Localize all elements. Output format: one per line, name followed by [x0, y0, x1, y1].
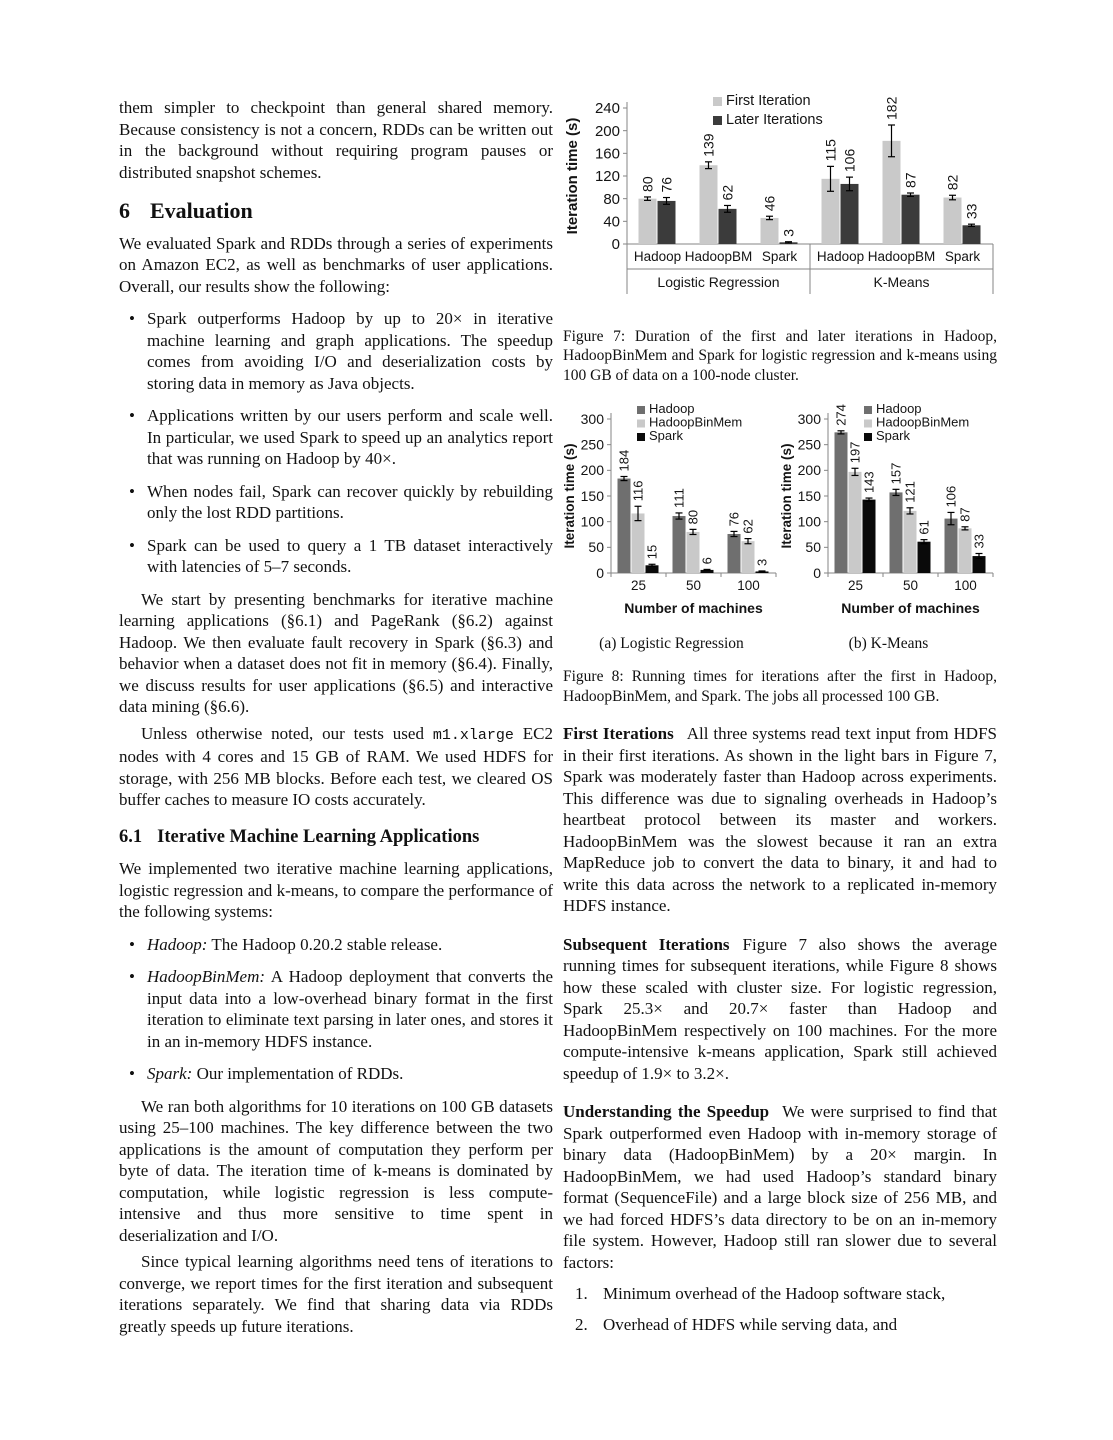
first-iterations-text: All three systems read text input from HDFS in their first iterations. As shown in the light bars in Figure 7, Spark was moderately faster than Hadoop across experiments. This difference was due to signaling overheads in Hadoop’s heartbeat protocol between its master and workers. HadoopBinMem was the slowest because it ran an extra MapReduce job to convert the data to binary, it and had to write this data across the network to a replicated in-memory HDFS instance. — [563, 724, 997, 915]
figure8-block — [563, 401, 997, 706]
continuation-paragraph: them simpler to checkpoint than general shared memory. Because consistency is not a concern, RDDs can be written out in the background without requiring program pauses or distributed snapshot schemes. — [119, 98, 553, 182]
svg-text:200: 200 — [594, 122, 620, 140]
svg-text:First Iteration: First Iteration — [726, 93, 811, 109]
svg-text:100: 100 — [797, 513, 821, 530]
systems-list — [119, 934, 553, 1085]
svg-text:Iteration time (s): Iteration time (s) — [780, 443, 794, 549]
system-term: Hadoop: — [147, 934, 208, 954]
svg-text:120: 120 — [594, 168, 620, 186]
svg-text:Later Iterations: Later Iterations — [726, 112, 823, 128]
svg-text:87: 87 — [957, 507, 973, 522]
understanding-speedup-lead: Understanding the Speedup — [563, 1102, 770, 1121]
evaluation-intro-paragraph: We evaluated Spark and RDDs through a series of experiments on Amazon EC2, as well as benchmarks of user applications. Overall, our results show the following: — [119, 233, 553, 296]
left-column — [119, 97, 553, 1337]
svg-text:62: 62 — [740, 519, 756, 534]
svg-text:HadoopBinMem: HadoopBinMem — [649, 414, 743, 430]
svg-text:160: 160 — [594, 145, 620, 163]
first-iterations-lead: First Iterations — [563, 724, 674, 743]
svg-text:76: 76 — [658, 176, 675, 193]
system-term: HadoopBinMem: — [147, 967, 266, 986]
svg-text:139: 139 — [700, 133, 717, 157]
svg-text:33: 33 — [971, 534, 987, 549]
svg-text:Hadoop: Hadoop — [876, 401, 922, 416]
svg-text:300: 300 — [797, 410, 821, 427]
svg-text:K-Means: K-Means — [873, 274, 930, 290]
svg-text:250: 250 — [797, 436, 821, 453]
svg-text:50: 50 — [902, 578, 919, 593]
svg-text:121: 121 — [902, 481, 918, 503]
factor-number: 1. — [575, 1284, 588, 1303]
svg-text:82: 82 — [944, 174, 961, 191]
svg-text:200: 200 — [797, 462, 821, 479]
figure8-caption: Figure 8: Running times for iterations after the first in Hadoop, HadoopBinMem, and Spark. The jobs all processed 100 GB. — [563, 668, 997, 705]
svg-text:Iteration time (s): Iteration time (s) — [564, 117, 581, 235]
highlight-item: • Applications written by our users perform and scale well. In particular, we used Spark to speed up an analytics report that was running on Hadoop by 40×. — [119, 405, 553, 470]
factor-text: Overhead of HDFS while serving data, and — [603, 1314, 898, 1334]
highlight-item: • Spark outperforms Hadoop by up to 20× in iterative machine learning and graph applications. The speedup comes from avoiding I/O and deserialization costs by storing data in memory as Java objects. — [119, 308, 553, 394]
svg-text:0: 0 — [596, 564, 604, 581]
factor-item — [563, 1283, 997, 1305]
svg-text:50: 50 — [805, 539, 821, 556]
system-desc: A Hadoop deployment that converts the input data into a low-overhead binary format in the first iteration to eliminate text parsing in later ones, and stores it in an in-memory HDFS instance. — [147, 967, 553, 1051]
svg-text:Hadoop: Hadoop — [633, 249, 682, 264]
evaluation-highlights-list — [119, 308, 553, 578]
figure7-bar-chart — [563, 88, 997, 312]
setup-text-post: EC2 nodes with 4 cores and 15 GB of RAM. We used HDFS for storage, with 256 MB blocks. Before each test, we cleared OS buffer caches to measure IO costs accurately. — [119, 723, 553, 809]
svg-text:HadoopBM: HadoopBM — [684, 249, 753, 264]
section-6-number: 6 — [119, 198, 130, 223]
svg-text:157: 157 — [888, 462, 904, 485]
figure8a-block — [563, 401, 780, 654]
svg-text:Spark: Spark — [761, 249, 798, 264]
svg-text:106: 106 — [943, 485, 959, 508]
svg-text:Hadoop: Hadoop — [649, 401, 695, 416]
svg-text:80: 80 — [685, 509, 701, 525]
svg-text:184: 184 — [616, 449, 632, 472]
factor-number: 2. — [575, 1314, 588, 1334]
svg-text:150: 150 — [797, 487, 821, 504]
svg-text:80: 80 — [639, 176, 656, 192]
svg-text:100: 100 — [954, 578, 977, 593]
system-item — [119, 934, 553, 956]
svg-text:87: 87 — [902, 172, 919, 188]
svg-text:100: 100 — [737, 578, 760, 593]
section-6-1-number: 6.1 — [119, 826, 143, 847]
svg-text:115: 115 — [822, 139, 839, 162]
section-6-1-title: Iterative Machine Learning Applications — [157, 826, 480, 847]
svg-text:25: 25 — [630, 578, 647, 593]
svg-text:143: 143 — [861, 471, 877, 494]
svg-text:Spark: Spark — [876, 428, 910, 443]
subsequent-iterations-text: Figure 7 also shows the average running times for subsequent iterations, while Figure 8 shows how these scaled with cluster size. For logistic regression, Spark 25.3× and 20.7× faster than Hadoop and HadoopBinMem respectively on 100 machines. For the more compute-intensive k-means application, Spark still achieved speedup of 1.9× to 3.2×. — [563, 934, 998, 1083]
figure8b-bar-chart — [780, 401, 997, 619]
inline-code-m1xlarge: m1.xlarge — [432, 726, 514, 744]
section-6-title: Evaluation — [150, 198, 253, 223]
svg-text:100: 100 — [580, 513, 604, 530]
svg-text:Spark: Spark — [649, 428, 683, 443]
svg-text:106: 106 — [841, 148, 858, 173]
svg-text:300: 300 — [580, 410, 604, 427]
setup-text-pre: Unless otherwise noted, our tests used — [141, 723, 433, 743]
svg-text:40: 40 — [603, 213, 620, 231]
first-iterations-paragraph — [563, 723, 997, 917]
figure8b-block — [780, 401, 997, 654]
svg-text:50: 50 — [588, 539, 604, 556]
svg-text:150: 150 — [580, 487, 604, 504]
svg-text:0: 0 — [611, 236, 620, 254]
svg-text:197: 197 — [847, 441, 863, 464]
figure8b-subcaption: (b) K-Means — [848, 634, 929, 652]
svg-text:182: 182 — [883, 96, 900, 120]
highlight-item: • When nodes fail, Spark can recover quickly by rebuilding only the lost RDD partitions. — [119, 481, 553, 524]
test-setup-paragraph — [119, 723, 553, 811]
understanding-speedup-paragraph — [563, 1101, 997, 1273]
svg-text:274: 274 — [833, 404, 849, 426]
svg-text:76: 76 — [726, 511, 742, 527]
roadmap-paragraph: We start by presenting benchmarks for iterative machine learning applications (§6.1) and PageRank (§6.2) against Hadoop. We then evaluate fault recovery in Spark (§6.3) and behavior when a dataset does not fit in memory (§6.4). Finally, we discuss results for user applications (§6.5) and interactive data mining (§6.6). — [119, 589, 553, 716]
systems-intro-paragraph: We implemented two iterative machine learning applications, logistic regression and k-means, to compare the performance of the following systems: — [119, 859, 553, 921]
understanding-speedup-text: We were surprised to find that Spark outperformed even Hadoop with in-memory storage of binary data (HadoopBinMem) by a 20× margin. In HadoopBinMem, we had used Hadoop’s standard binary format (SequenceFile) and a large block size of 256 MB, and we had forced HDFS’s data directory to be on an in-memory file system. However, Hadoop still ran slower due to several factors: — [563, 1102, 997, 1272]
svg-text:200: 200 — [580, 462, 604, 479]
svg-text:Number of machines: Number of machines — [624, 600, 763, 616]
svg-text:0: 0 — [813, 564, 821, 581]
system-desc: The Hadoop 0.20.2 stable release. — [207, 934, 443, 954]
subsequent-iterations-lead: Subsequent Iterations — [563, 934, 730, 954]
svg-text:111: 111 — [671, 488, 687, 508]
svg-text:6: 6 — [699, 557, 715, 565]
system-item — [119, 1063, 553, 1085]
section-6-1-heading — [119, 827, 553, 849]
svg-text:HadoopBM: HadoopBM — [867, 249, 936, 264]
svg-text:15: 15 — [644, 544, 660, 560]
svg-text:25: 25 — [847, 578, 864, 593]
system-term: Spark: — [147, 1064, 193, 1083]
svg-text:Spark: Spark — [944, 249, 981, 264]
figure8a-bar-chart — [563, 401, 780, 619]
figure7-caption: Figure 7: Duration of the first and later iterations in Hadoop, HadoopBinMem and Spark for logistic regression and k-means using 100 GB of data on a 100-node cluster. — [563, 327, 997, 384]
svg-text:50: 50 — [685, 578, 702, 593]
figure7-block — [563, 88, 997, 385]
svg-text:250: 250 — [580, 436, 604, 453]
svg-text:46: 46 — [761, 195, 778, 212]
system-desc: Our implementation of RDDs. — [192, 1064, 404, 1083]
svg-text:116: 116 — [630, 480, 646, 502]
iteration-reporting-paragraph: Since typical learning algorithms need tens of iterations to converge, we report times for the first iteration and subsequent iterations separately. We find that sharing data via RDDs greatly speeds up future iterations. — [119, 1252, 553, 1336]
factors-list — [563, 1283, 997, 1335]
ran-algorithms-paragraph: We ran both algorithms for 10 iterations on 100 GB datasets using 25–100 machines. The key difference between the two applications is the amount of computation they perform per byte of data. The iteration time of k-means is dominated by computation, while logistic regression is less compute-intensive and thus more sensitive to time spent in deserialization and I/O. — [119, 1096, 553, 1245]
factor-item — [563, 1314, 997, 1336]
factor-text: Minimum overhead of the Hadoop software stack, — [603, 1284, 946, 1303]
svg-text:3: 3 — [754, 558, 770, 566]
svg-text:HadoopBinMem: HadoopBinMem — [876, 414, 970, 430]
right-column — [563, 88, 997, 1344]
figure8a-subcaption: (a) Logistic Regression — [599, 634, 744, 652]
svg-text:80: 80 — [603, 190, 620, 208]
svg-text:Hadoop: Hadoop — [816, 249, 865, 264]
svg-text:Iteration time (s): Iteration time (s) — [563, 443, 577, 549]
svg-text:62: 62 — [719, 184, 736, 201]
subsequent-iterations-paragraph — [563, 934, 997, 1085]
highlight-item: • Spark can be used to query a 1 TB dataset interactively with latencies of 5–7 seconds. — [119, 535, 553, 578]
svg-text:Number of machines: Number of machines — [841, 600, 980, 616]
svg-text:33: 33 — [963, 203, 980, 220]
section-6-heading — [119, 200, 553, 222]
svg-text:240: 240 — [594, 100, 620, 118]
svg-text:Logistic Regression: Logistic Regression — [657, 274, 780, 290]
system-item — [119, 966, 553, 1052]
svg-text:3: 3 — [780, 228, 797, 237]
svg-text:61: 61 — [916, 520, 932, 535]
